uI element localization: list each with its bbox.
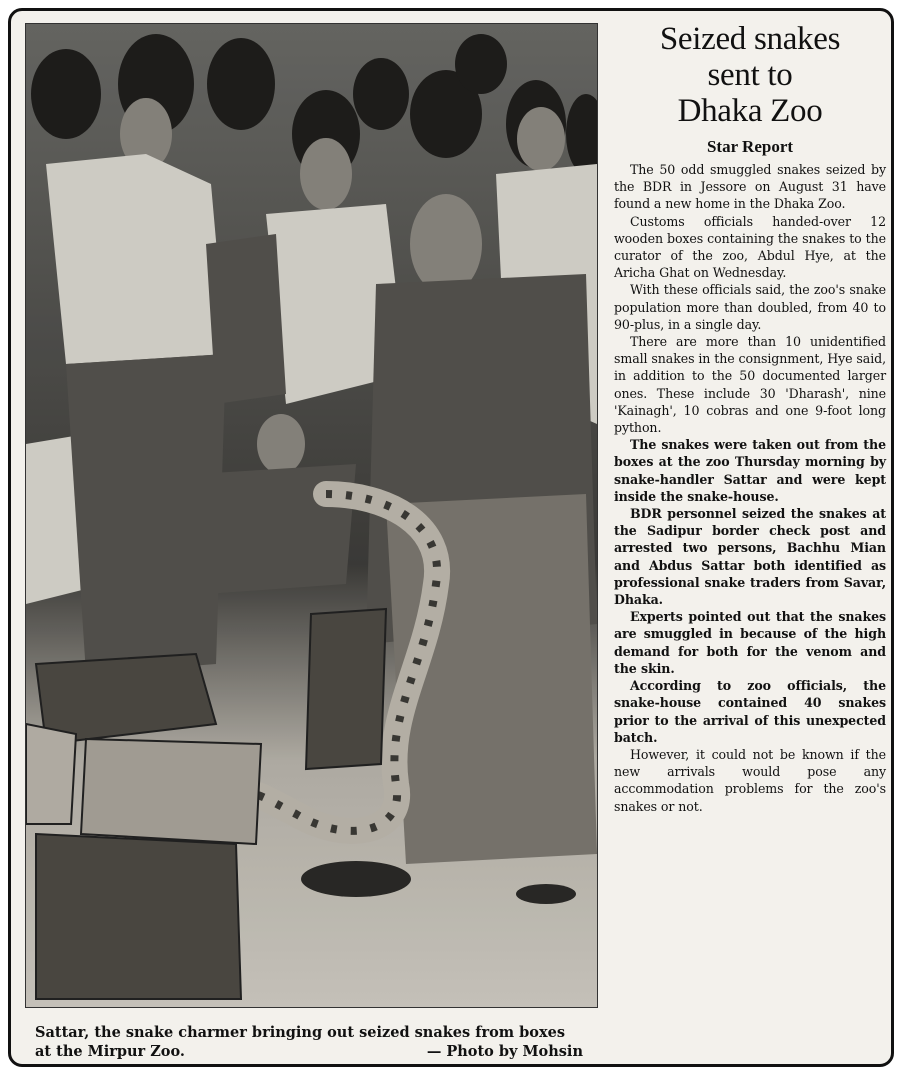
article-paragraph: However, it could not be known if the new arrivals would pose any accommodation problems for the zoo's snakes or not.	[614, 746, 886, 814]
headline-line: sent to	[707, 57, 793, 93]
article-paragraph: BDR personnel seized the snakes at the Sadipur border check post and arrested two persons, Bachhu Mian and Abdus Sattar both identified as professional snake traders from Savar, Dhaka.	[614, 506, 886, 608]
photo-caption	[35, 1023, 583, 1061]
article-paragraph: With these officials said, the zoo's snake population more than doubled, from 40 to 90-plus, in a single day.	[614, 282, 886, 332]
article-body	[614, 161, 886, 815]
article-paragraph: The 50 odd smuggled snakes seized by the BDR in Jessore on August 31 have found a new home in the Dhaka Zoo.	[614, 162, 886, 212]
article-paragraph: Experts pointed out that the snakes are smuggled in because of the high demand for both for the venom and the skin.	[614, 609, 886, 676]
article	[614, 19, 886, 815]
caption-text: Sattar, the snake charmer bringing out seized snakes from boxes at the Mirpur Zoo.	[35, 1024, 566, 1060]
headline	[614, 21, 886, 129]
article-paragraph: Customs officials handed-over 12 wooden boxes containing the snakes to the curator of the zoo, Abdul Hye, at the Aricha Ghat on Wednesday.	[614, 213, 886, 281]
photo-credit: — Photo by Mohsin	[426, 1043, 583, 1060]
article-paragraph: There are more than 10 unidentified small snakes in the consignment, Hye said, in addition to the 50 documented larger ones. These include 30 'Dharash', nine 'Kainagh', 10 cobras and one 9-foot long python.	[614, 334, 886, 436]
headline-line: Dhaka Zoo	[677, 93, 823, 129]
article-paragraph: The snakes were taken out from the boxes at the zoo Thursday morning by snake-handler Sattar and were kept inside the snake-house.	[614, 437, 886, 504]
article-paragraph: According to zoo officials, the snake-house contained 40 snakes prior to the arrival of this unexpected batch.	[614, 678, 886, 745]
news-photo	[25, 23, 598, 1008]
headline-line: Seized snakes	[659, 21, 841, 57]
newspaper-clipping	[8, 8, 894, 1067]
byline: Star Report	[706, 137, 794, 156]
snake-charmer-photo	[26, 24, 597, 1007]
